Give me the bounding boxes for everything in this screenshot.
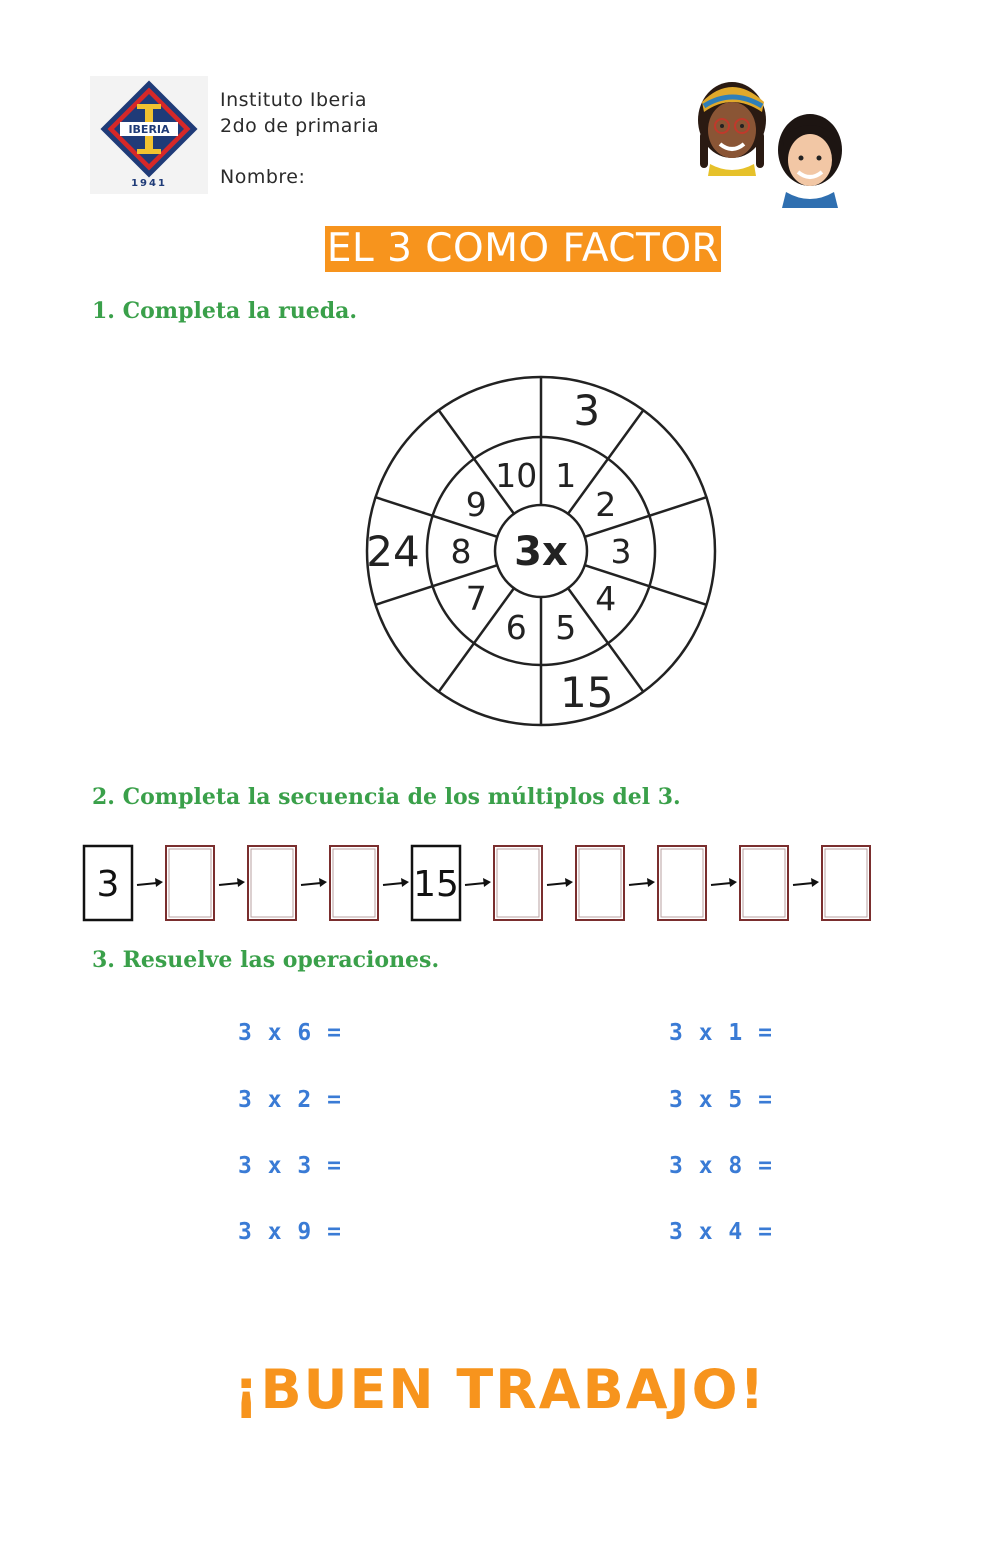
wheel-inner-number: 2	[595, 484, 617, 524]
sequence-arrow	[629, 883, 649, 885]
sequence-arrowhead	[565, 878, 573, 887]
name-label: Nombre:	[220, 166, 306, 188]
teacher-avatars	[692, 72, 852, 208]
section-3-heading: 3. Resuelve las operaciones.	[92, 947, 440, 973]
operation-right-1: 3 x 1 =	[669, 1020, 773, 1046]
sequence-arrowhead	[319, 878, 327, 887]
section-2-heading: 2. Completa la secuencia de los múltiplos del 3.	[92, 784, 681, 810]
wheel-inner-number: 4	[595, 579, 617, 619]
operation-right-3: 3 x 8 =	[669, 1153, 773, 1179]
wheel-outer-number: 24	[366, 527, 420, 576]
grade-label: 2do de primaria	[220, 115, 380, 137]
sequence-arrow	[793, 883, 813, 885]
school-logo	[90, 76, 208, 194]
sequence-arrowhead	[647, 878, 655, 887]
teacher-avatar-1	[698, 82, 766, 176]
wheel-inner-number: 5	[555, 608, 577, 648]
wheel-inner-number: 8	[450, 532, 472, 571]
sequence-arrow	[383, 883, 403, 885]
sequence-arrow	[301, 883, 321, 885]
school-name: Instituto Iberia	[220, 89, 367, 111]
wheel-inner-number: 9	[465, 484, 487, 524]
wheel-outer-number: 15	[560, 667, 614, 717]
sequence-blank-box	[330, 846, 378, 920]
title-container	[0, 226, 1000, 272]
sequence-arrow	[711, 883, 731, 885]
svg-text:1941: 1941	[131, 178, 167, 189]
sequence-arrow	[465, 883, 485, 885]
sequence-arrowhead	[483, 878, 491, 887]
multiplication-wheel	[355, 365, 727, 737]
operation-left-1: 3 x 6 =	[238, 1020, 342, 1046]
wheel-center-label: 3x	[514, 529, 568, 575]
sequence-blank-box	[658, 846, 706, 920]
sequence-arrowhead	[401, 878, 409, 887]
sequence-arrowhead	[237, 878, 245, 887]
footer-message: ¡BUEN TRABAJO!	[233, 1358, 767, 1421]
sequence-arrow	[219, 883, 239, 885]
svg-text:IBERIA: IBERIA	[128, 123, 170, 136]
sequence-number: 15	[413, 864, 459, 905]
multiples-sequence	[80, 843, 890, 923]
wheel-inner-number: 7	[465, 579, 487, 619]
operation-left-3: 3 x 3 =	[238, 1153, 342, 1179]
page-title: EL 3 COMO FACTOR	[326, 226, 720, 271]
teacher-avatar-2	[778, 114, 842, 208]
section-1-heading: 1. Completa la rueda.	[92, 298, 358, 324]
wheel-inner-number: 10	[495, 455, 538, 495]
operation-left-4: 3 x 9 =	[238, 1219, 342, 1245]
sequence-arrow	[137, 883, 157, 885]
sequence-blank-box	[576, 846, 624, 920]
sequence-blank-box	[740, 846, 788, 920]
sequence-arrowhead	[729, 878, 737, 887]
wheel-inner-number: 6	[505, 608, 527, 648]
sequence-arrowhead	[811, 878, 819, 887]
sequence-arrow	[547, 883, 567, 885]
wheel-outer-number: 3	[573, 386, 601, 436]
operation-left-2: 3 x 2 =	[238, 1087, 342, 1113]
operation-right-4: 3 x 4 =	[669, 1219, 773, 1245]
wheel-inner-number: 1	[555, 455, 577, 495]
sequence-blank-box	[166, 846, 214, 920]
sequence-arrowhead	[155, 878, 163, 887]
operation-right-2: 3 x 5 =	[669, 1087, 773, 1113]
sequence-blank-box	[248, 846, 296, 920]
sequence-blank-box	[822, 846, 870, 920]
sequence-number: 3	[96, 864, 120, 905]
sequence-blank-box	[494, 846, 542, 920]
wheel-inner-number: 3	[610, 532, 632, 571]
